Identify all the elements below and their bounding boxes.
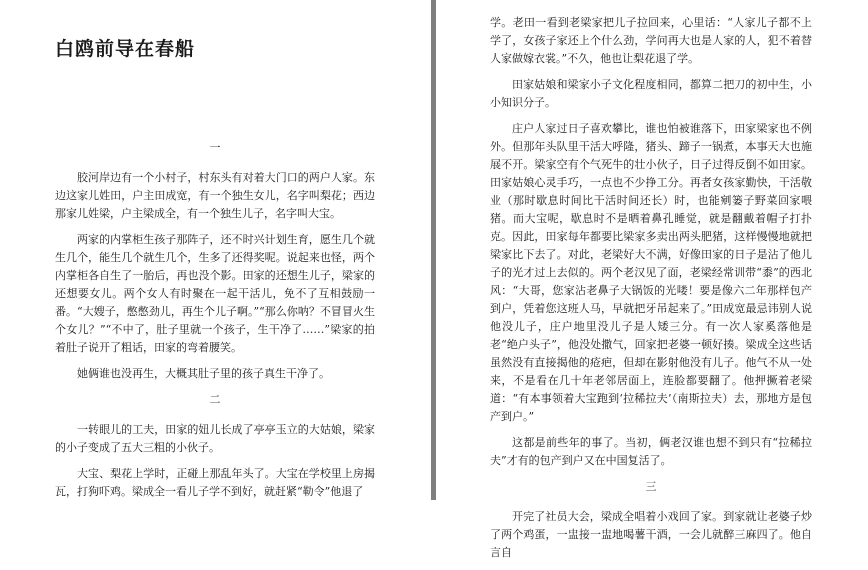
left-text-column — [55, 139, 375, 509]
paragraph: 庄户人家过日子喜欢攀比，谁也怕被谁落下，田家梁家也不例外。但那年头队里干活大呼隆，猪头、蹄子一锅煮，本事天大也施展不开。梁家空有个气死牛的壮小伙子，日子过得反倒不如田家。田家姑娘心灵手巧，一点也不少挣工分。再者女孩家勤快，干活敬业（那时歇息时间比干活时间还长）时，也能剜篓子野菜回家喂猪。而大宝呢，歇息时不是晒着鼻孔睡觉，就是翻戴着帽子打扑克。因此，田家每年都要比梁家多卖出两头肥猪，这样慢慢地就把梁家比下去了。对此，老梁好大不满，好像田家的日子是沾了他儿子的光才过上去似的。两个老汉见了面，老梁经常训带“黍”的西北风：“大哥，您家沾老鼻子大锅饭的光喽！要是像六二年那样包产到户，凭着您这班人马，早就把牙吊起来了。”田成宽最忌讳别人说他没儿子，庄户地里没儿子是人矮三分。有一次人家奚落他是老“绝户头子”，他没处撒气，回家把老婆一顿好揍。梁成全这些话虽然没有直接揭他的疮疤，但却在影射他没有儿子。他气不从一处来，不是看在几十年老邻居面上，连脸都要翻了。他押撅着老梁道：“有本事领着大宝跑到‘拉稀拉夫’（南斯拉夫）去，那地方是包产到户。” — [490, 122, 812, 423]
page-title: 白鸥前导在春船 — [55, 38, 196, 60]
paragraph: 学。老田一看到老梁家把儿子拉回来，心里话：“人家儿子都不上学了，女孩子家还上个什么劲，学问再大也是人家的人，犯不着替人家做嫁衣裳。”不久，他也让梨花退了学。 — [490, 16, 812, 65]
section-heading-1: 一 — [209, 141, 221, 154]
right-page — [436, 0, 868, 559]
paragraph: 胶河岸边有一个小村子，村东头有对着大门口的两户人家。东边这家儿姓田，户主田成宽，有一个独生女儿，名字叫梨花；西边那家儿姓梁，户主梁成全，有一个独生儿子，名字叫大宝。 — [55, 171, 375, 220]
paragraph: 开完了社员大会，梁成全唱着小戏回了家。到家就让老婆子炒了两个鸡蛋，一盅接一盅地喝薯干酒，一会儿就醉三麻四了。他自言自 — [490, 510, 812, 559]
section-heading-2: 二 — [209, 393, 221, 406]
section-heading-3: 三 — [645, 480, 657, 493]
right-text-column — [490, 14, 812, 570]
paragraph: 田家姑娘和梁家小子文化程度相同，都算二把刀的初中生，小小知识分子。 — [490, 78, 812, 109]
paragraph: 一转眼儿的工夫，田家的妞儿长成了亭亭玉立的大姑娘，梁家的小子变成了五大三粗的小伙子。 — [55, 423, 375, 454]
paragraph: 她俩谁也没再生，大概其肚子里的孩子真生干净了。 — [77, 367, 330, 380]
paragraph: 两家的内掌柜生孩子那阵子，还不时兴计划生育，愿生几个就生几个，能生几个就生几个，生多了还得奖呢。说起来也怪，两个内掌柜各自生了一胎后，再也没个影。田家的还想生儿子，梁家的还想要女儿。两个女人有时聚在一起干活儿，免不了互相鼓励一番。“大嫂子，憋憋劲儿，再生个儿子啊。”“那么你呐？不冒冒火生个女儿？”“不中了，肚子里就一个孩子，生干净了……”梁家的拍着肚子说开了粗话，田家的弯着腰笑。 — [55, 233, 375, 354]
paragraph: 大宝、梨花上学时，正碰上那乱年头了。大宝在学校里上房揭瓦，打狗吓鸡。梁成全一看儿子学不到好，就赶紧“勒令”他退了 — [55, 467, 375, 498]
paragraph: 这都是前些年的事了。当初，俩老汉谁也想不到只有“拉稀拉夫”才有的包产到户又在中国复活了。 — [490, 436, 812, 467]
